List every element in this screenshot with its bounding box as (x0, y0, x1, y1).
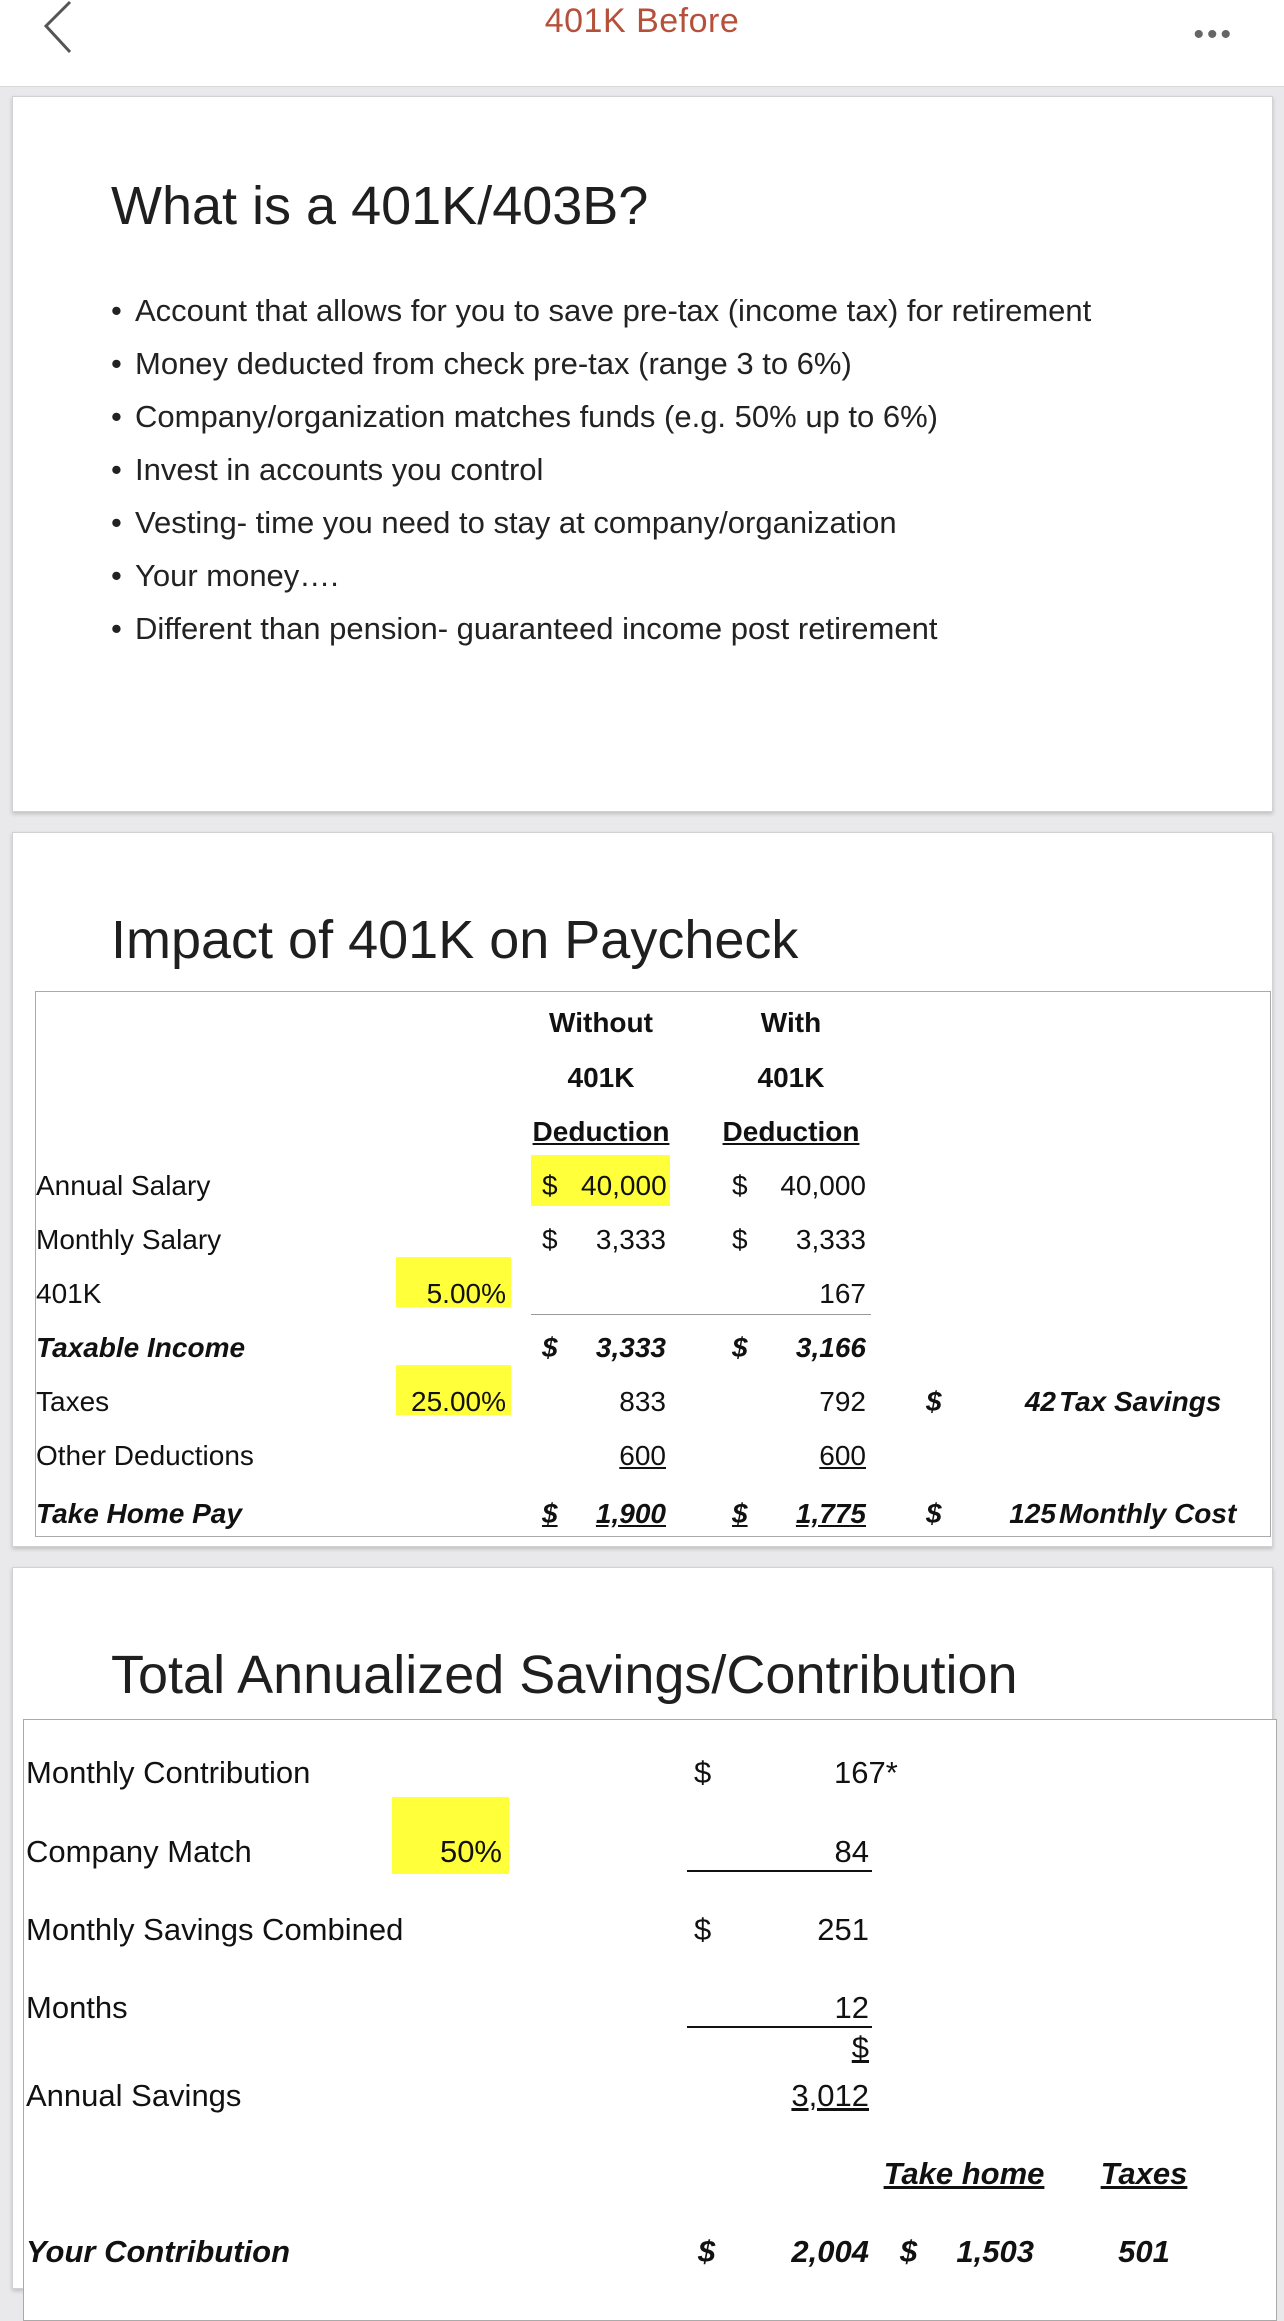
header-with: 401K (757, 1062, 825, 1093)
pct-input[interactable]: 5.00% (426, 1278, 506, 1309)
slide-title: Impact of 401K on Paycheck (111, 910, 799, 970)
cell-value: 3,333 (595, 1224, 666, 1255)
dollar-sign: $ (851, 2030, 869, 2065)
slide-title: Total Annualized Savings/Contribution (111, 1645, 1018, 1705)
cell-value: 600 (819, 1440, 866, 1471)
note-label: Monthly Cost (1059, 1498, 1237, 1529)
savings-table (23, 1719, 1277, 2321)
note-label: Tax Savings (1059, 1386, 1222, 1417)
cell-value: 1,775 (795, 1498, 866, 1529)
row-label: Your Contribution (26, 2234, 291, 2269)
list-item: • Company/organization matches funds (e.g. 50% up to 6%) (111, 398, 1111, 436)
dollar-sign: $ (900, 2234, 918, 2269)
cell-value: 600 (619, 1440, 666, 1471)
cell-value: 84 (834, 1834, 869, 1869)
dollar-sign: $ (732, 1498, 748, 1529)
row-label: Monthly Salary (36, 1224, 222, 1255)
cell-value: 1,503 (956, 2234, 1034, 2269)
cell-value: 3,012 (791, 2078, 869, 2113)
dollar-sign: $ (732, 1224, 748, 1255)
dollar-sign: $ (694, 1755, 712, 1790)
header-with: With (760, 1007, 822, 1038)
underline (687, 1870, 872, 1872)
cell-value: 40,000 (780, 1170, 866, 1201)
divider (531, 1314, 871, 1315)
list-item: • Money deducted from check pre-tax (range 3 to 6%) (111, 345, 1111, 383)
row-label: Company Match (26, 1834, 252, 1869)
dollar-sign: $ (542, 1224, 558, 1255)
slide-title: What is a 401K/403B? (111, 176, 649, 236)
row-label: Months (26, 1990, 128, 2025)
header-taxes: Taxes (1100, 2156, 1188, 2191)
cell-value: 251 (817, 1912, 869, 1947)
list-item: • Account that allows for you to save pre-tax (income tax) for retirement (111, 292, 1111, 330)
header-without: Deduction (532, 1116, 670, 1147)
slide-3[interactable] (12, 1567, 1273, 2289)
dollar-sign: $ (732, 1332, 748, 1363)
list-item: • Invest in accounts you control (111, 451, 1111, 489)
dollar-sign: $ (694, 1912, 712, 1947)
row-label: Monthly Savings Combined (26, 1912, 404, 1947)
pct-input[interactable]: 25.00% (411, 1386, 506, 1417)
dollar-sign: $ (926, 1386, 942, 1417)
pct-input[interactable]: 50% (439, 1834, 502, 1869)
ellipsis-icon[interactable]: ••• (1193, 18, 1234, 51)
underline (687, 2026, 872, 2028)
top-bar (0, 0, 1284, 87)
row-label: Annual Salary (36, 1170, 211, 1201)
header-without: Without (549, 1007, 653, 1038)
cell-value: 125 (1009, 1498, 1056, 1529)
dollar-sign: $ (926, 1498, 942, 1529)
list-item: • Vesting- time you need to stay at company/organization (111, 504, 1111, 542)
cell-value: 501 (1118, 2234, 1170, 2269)
row-label: Annual Savings (26, 2078, 242, 2113)
row-label: Take Home Pay (36, 1498, 242, 1529)
row-label: Monthly Contribution (26, 1755, 311, 1790)
dollar-sign: $ (542, 1498, 558, 1529)
row-label: 401K (36, 1278, 102, 1309)
cell-value: 167* (834, 1755, 898, 1790)
cell-value: 12 (834, 1990, 869, 2025)
cell-value: 3,333 (795, 1224, 866, 1255)
row-label: Taxable Income (36, 1332, 246, 1363)
header-take-home: Take home (883, 2156, 1045, 2191)
list-item: • Different than pension- guaranteed income post retirement (111, 610, 1111, 648)
cell-value: 42 (1024, 1386, 1056, 1417)
cell-value: 1,900 (595, 1498, 666, 1529)
cell-value: 167 (819, 1278, 866, 1309)
cell-value: 3,166 (795, 1332, 866, 1363)
cell-value: 2,004 (791, 2234, 869, 2269)
paycheck-table (35, 991, 1271, 1537)
cell-value: 3,333 (595, 1332, 666, 1363)
slide-2[interactable] (12, 832, 1273, 1547)
dollar-sign: $ (542, 1170, 558, 1201)
header-without: 401K (567, 1062, 635, 1093)
cell-value: 40,000 (581, 1170, 667, 1201)
bullet-list (111, 292, 1111, 663)
dollar-sign: $ (542, 1332, 558, 1363)
row-label: Taxes (36, 1386, 110, 1417)
document-title: 401K Before (544, 2, 740, 40)
slide-1[interactable] (12, 96, 1273, 812)
list-item: • Your money…. (111, 557, 1111, 595)
dollar-sign: $ (732, 1170, 748, 1201)
cell-value: 833 (619, 1386, 666, 1417)
header-with: Deduction (722, 1116, 860, 1147)
dollar-sign: $ (698, 2234, 716, 2269)
cell-value: 792 (819, 1386, 866, 1417)
row-label: Other Deductions (36, 1440, 254, 1471)
